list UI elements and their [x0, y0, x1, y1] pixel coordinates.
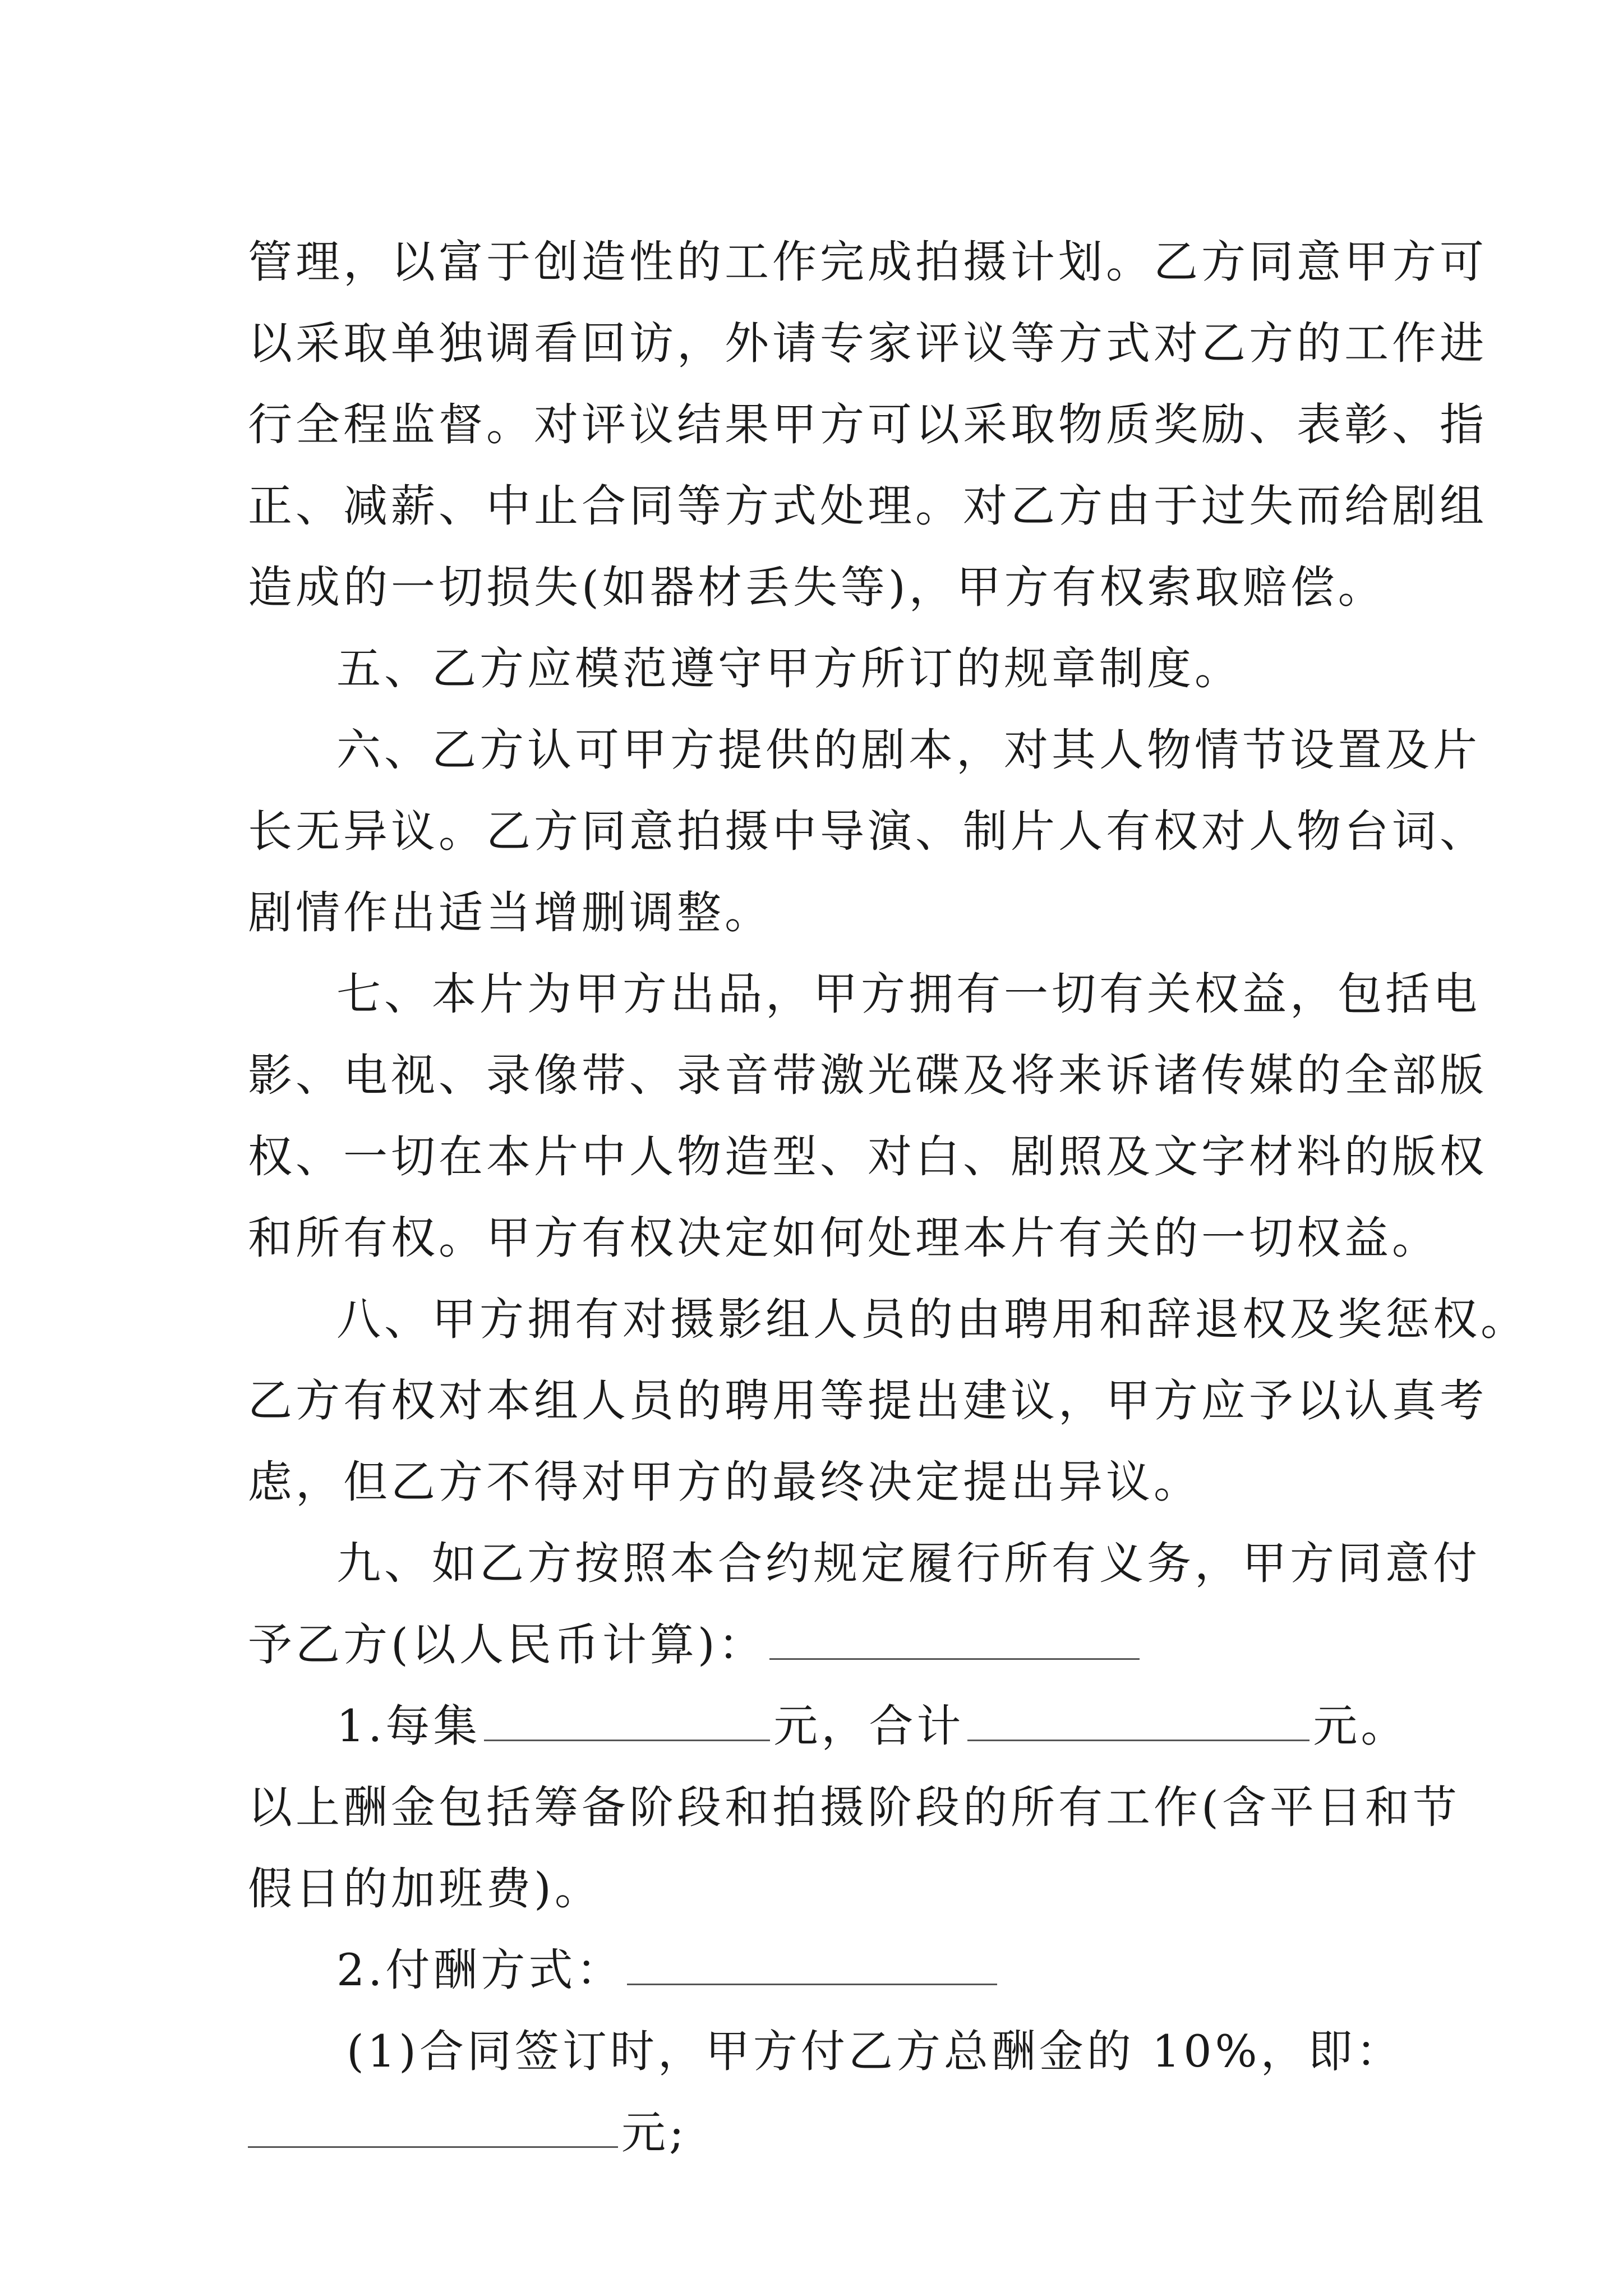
payment-method-blank-field[interactable]	[627, 1944, 997, 1985]
contract-body	[248, 222, 1528, 2174]
text-line: 剧情作出适当增删调整。	[248, 887, 772, 938]
clause-nine: 九、如乙方按照本合约规定履行所有义务，甲方同意付	[336, 1538, 1481, 1589]
payment-method-label: 2.付酬方式：	[336, 1944, 624, 1996]
text-line: 影、电视、录像带、录音带激光碟及将来诉诸传媒的全部版	[248, 1050, 1487, 1101]
clause-seven: 七、本片为甲方出品，甲方拥有一切有关权益，包括电	[336, 968, 1481, 1020]
per-episode-line	[248, 1686, 1409, 1767]
clause-eight: 八、甲方拥有对摄影组人员的由聘用和辞退权及奖惩权。	[336, 1294, 1528, 1345]
text-line: 管理，以富于创造性的工作完成拍摄计划。乙方同意甲方可	[248, 236, 1487, 288]
installment-one-line: (1)合同签订时，甲方付乙方总酬金的 10%，即：	[347, 2026, 1404, 2077]
per-episode-blank-field[interactable]	[484, 1700, 770, 1741]
clause-six: 六、乙方认可甲方提供的剧本，对其人物情节设置及片	[336, 724, 1481, 776]
text-line: 虑，但乙方不得对甲方的最终决定提出异议。	[248, 1456, 1201, 1508]
text-line: 长无异议。乙方同意拍摄中导演、制片人有权对人物台词、	[248, 806, 1487, 857]
installment-suffix: 元;	[621, 2107, 688, 2159]
text-line: 正、减薪、中止合同等方式处理。对乙方由于过失而给剧组	[248, 480, 1487, 532]
text-line: 造成的一切损失(如器材丢失等)，甲方有权索取赔偿。	[248, 562, 1386, 613]
currency-blank-field[interactable]	[769, 1619, 1140, 1660]
clause-five: 五、乙方应模范遵守甲方所订的规章制度。	[336, 643, 1242, 694]
yuan-label: 元。	[1313, 1700, 1409, 1752]
text-line: 乙方有权对本组人员的聘用等提出建议，甲方应予以认真考	[248, 1375, 1487, 1427]
per-episode-label: 1.每集	[336, 1700, 481, 1752]
installment-blank-field[interactable]	[248, 2107, 618, 2148]
text-line: 和所有权。甲方有权决定如何处理本片有关的一切权益。	[248, 1212, 1440, 1264]
text-line: 以采取单独调看回访，外请专家评议等方式对乙方的工作进	[248, 318, 1487, 369]
payment-currency-label: 予乙方(以人民币计算)：	[248, 1619, 766, 1671]
payment-method-line	[248, 1930, 1392, 2011]
text-line: 行全程监督。对评议结果甲方可以采取物质奖励、表彰、指	[248, 399, 1487, 450]
total-label: 元，合计	[773, 1700, 965, 1752]
text-line: 权、一切在本片中人物造型、对白、剧照及文字材料的版权	[248, 1131, 1487, 1182]
payment-currency-line	[248, 1604, 1392, 1686]
text-line: 假日的加班费)。	[248, 1863, 602, 1915]
text-line: 以上酬金包括筹备阶段和拍摄阶段的所有工作(含平日和节	[248, 1782, 1460, 1833]
total-blank-field[interactable]	[967, 1700, 1310, 1741]
installment-amount-line	[248, 2092, 1392, 2174]
